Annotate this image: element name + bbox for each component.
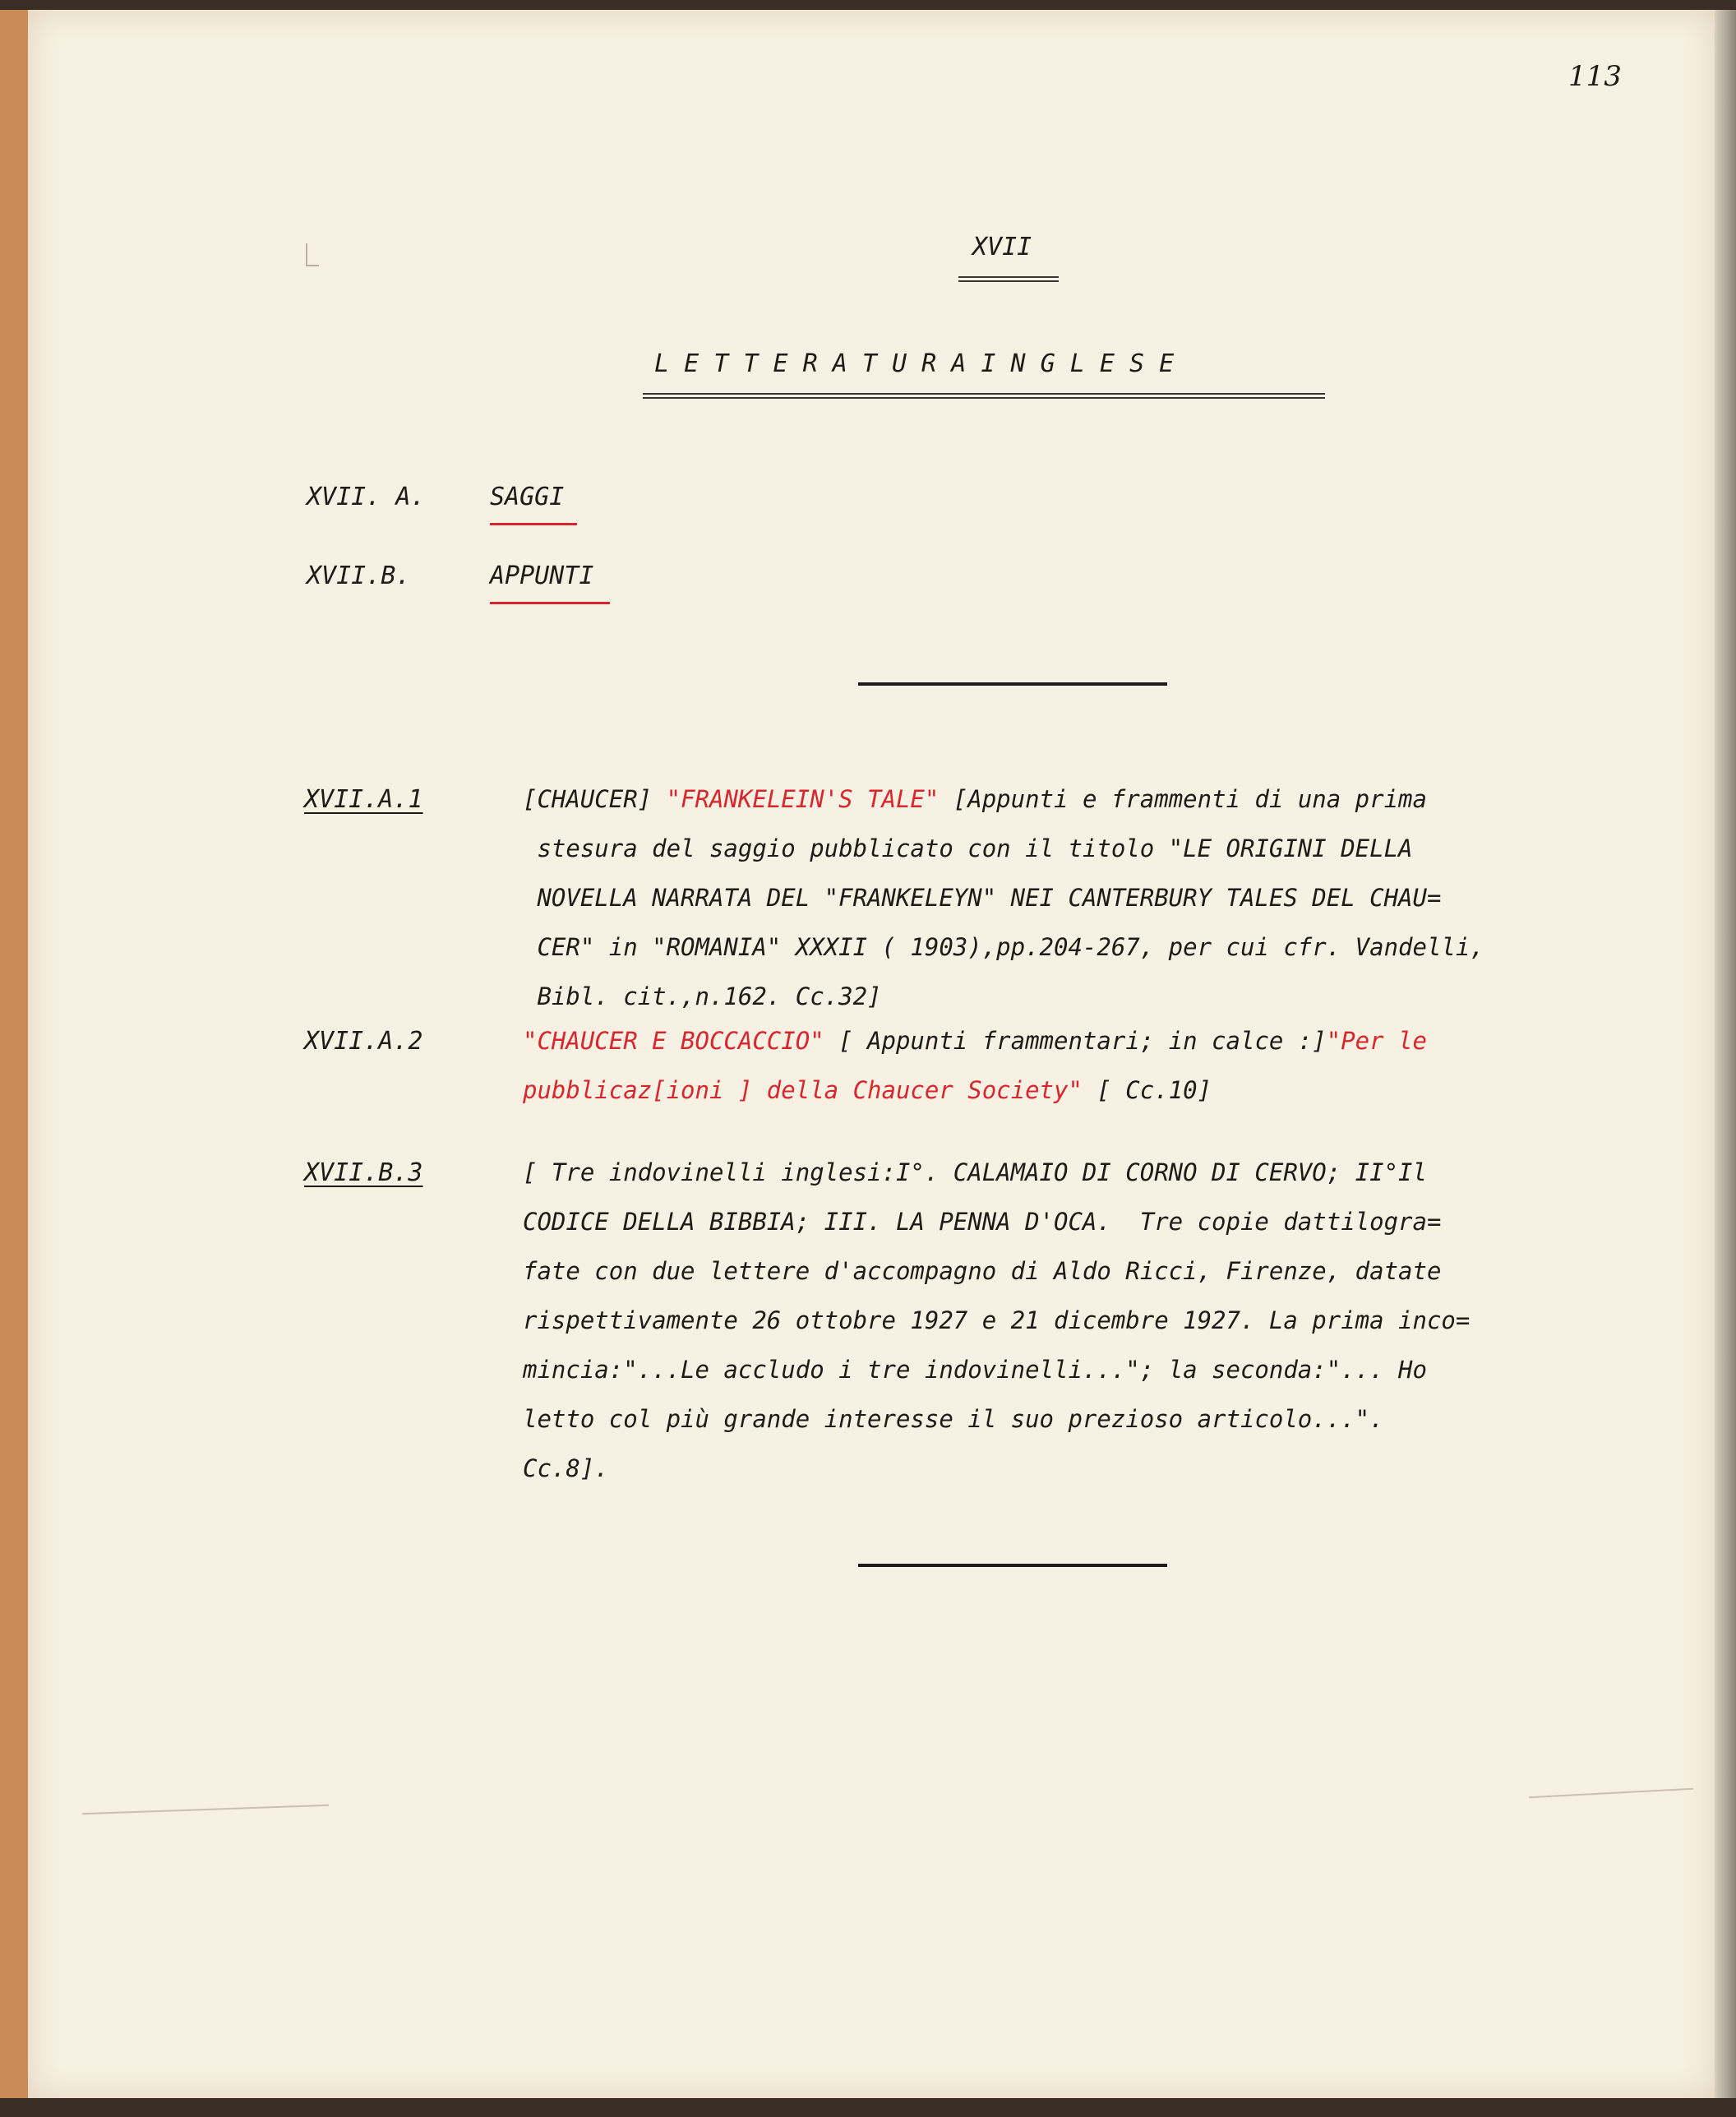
entry-line — [523, 972, 1641, 1021]
entry-line — [523, 1296, 1641, 1345]
entry-text-a1 — [523, 774, 1641, 1021]
entry-text-a2 — [523, 1016, 1641, 1115]
red-title-segment: "CHAUCER E BOCCACCIO" — [523, 1027, 824, 1055]
text-segment: [ Tre indovinelli inglesi:I°. CALAMAIO DI CORNO DI CERVO; II°Il — [523, 1158, 1427, 1186]
red-title-segment: "FRANKELEIN'S TALE" — [666, 785, 940, 813]
section-label-appunti: APPUNTI — [490, 562, 594, 590]
red-title-segment: "Per le — [1326, 1027, 1427, 1055]
page-number: 113 — [1568, 60, 1622, 93]
text-segment: CODICE DELLA BIBBIA; III. LA PENNA D'OCA. Tre copie dattilogra= — [523, 1208, 1442, 1236]
entry-line — [523, 922, 1641, 972]
chapter-title-rule — [643, 393, 1325, 399]
entry-line — [523, 774, 1641, 824]
binding-edge — [1715, 10, 1736, 2098]
entry-line — [523, 1016, 1641, 1065]
text-segment: Cc.8]. — [523, 1454, 609, 1482]
text-segment: rispettivamente 26 ottobre 1927 e 21 dicembre 1927. La prima inco= — [523, 1306, 1471, 1334]
separator-rule-top — [858, 682, 1167, 686]
chapter-title: L E T T E R A T U R A I N G L E S E — [654, 349, 1175, 378]
entry-line — [523, 1197, 1641, 1246]
red-title-segment: pubblicaz[ioni ] della Chaucer Society" — [523, 1076, 1083, 1104]
entry-line — [523, 1444, 1641, 1493]
text-segment: mincia:"...Le accludo i tre indovinelli..."; la seconda:"... Ho — [523, 1356, 1427, 1384]
text-segment: CER" in "ROMANIA" XXXII ( 1903),pp.204-267, per cui cfr. Vandelli, — [523, 933, 1484, 961]
entry-line — [523, 1246, 1641, 1296]
entry-line — [523, 1345, 1641, 1394]
section-underline-saggi — [490, 523, 577, 525]
entry-code: XVII.A.2 — [304, 1027, 423, 1056]
section-code-b: XVII.B. — [307, 562, 411, 590]
entry-line — [523, 873, 1641, 922]
chapter-number: XVII — [972, 233, 1032, 261]
entry-line — [523, 1065, 1641, 1115]
text-segment: [ Cc.10] — [1082, 1076, 1212, 1104]
entry-code: XVII.B.3 — [304, 1158, 423, 1187]
text-segment: Bibl. cit.,n.162. Cc.32] — [523, 982, 882, 1010]
section-underline-appunti — [490, 602, 610, 604]
text-segment: fate con due lettere d'accompagno di Aldo Ricci, Firenze, datate — [523, 1257, 1442, 1285]
text-segment: letto col più grande interesse il suo prezioso articolo...". — [523, 1405, 1384, 1433]
section-code-a: XVII. A. — [307, 483, 426, 511]
text-segment: stesura del saggio pubblicato con il titolo "LE ORIGINI DELLA — [523, 834, 1413, 862]
text-segment: [CHAUCER] — [523, 785, 667, 813]
chapter-number-rule — [958, 276, 1059, 282]
entry-line — [523, 1394, 1641, 1444]
entry-text-b3 — [523, 1148, 1641, 1493]
entry-code: XVII.A.1 — [304, 785, 423, 814]
text-segment: [ Appunti frammentari; in calce :] — [824, 1027, 1327, 1055]
entry-line — [523, 824, 1641, 873]
corner-mark — [306, 243, 319, 266]
entry-line — [523, 1148, 1641, 1197]
section-label-saggi: SAGGI — [490, 483, 565, 511]
text-segment: NOVELLA NARRATA DEL "FRANKELEYN" NEI CANTERBURY TALES DEL CHAU= — [523, 884, 1442, 912]
text-segment: [Appunti e frammenti di una prima — [939, 785, 1427, 813]
separator-rule-bottom — [858, 1564, 1167, 1567]
